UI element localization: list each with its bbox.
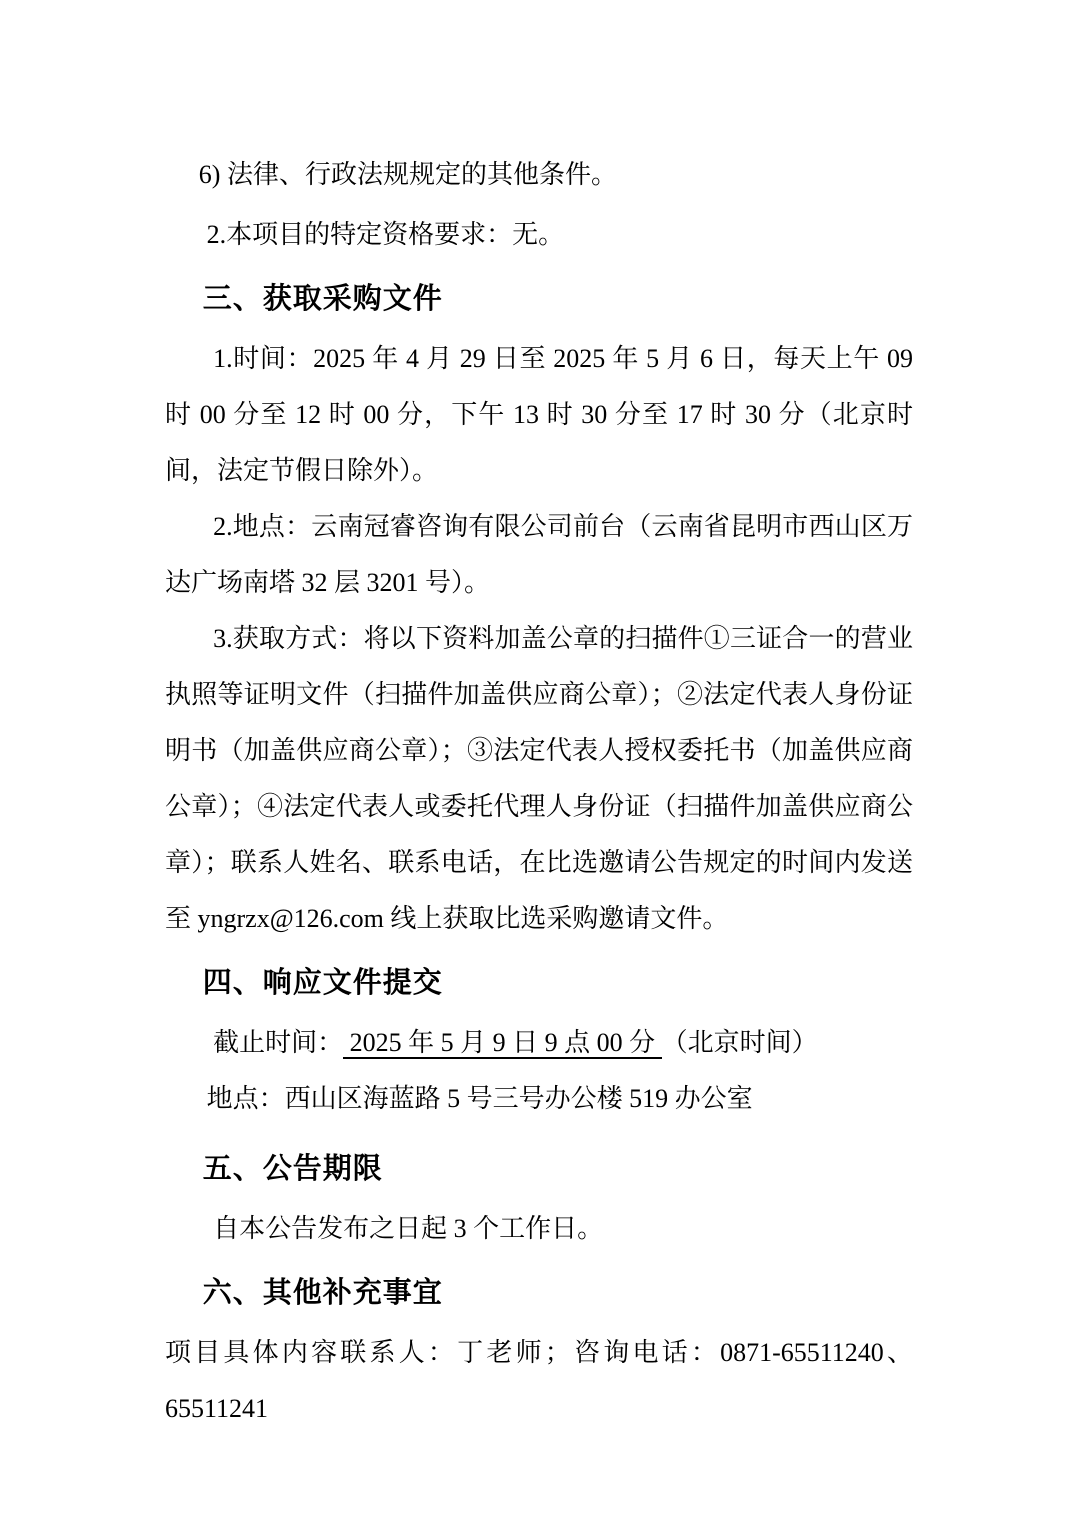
para-obtain-method: 3.获取方式：将以下资料加盖公章的扫描件①三证合一的营业执照等证明文件（扫描件加盖供应商公章）；②法定代表人身份证明书（加盖供应商公章）；③法定代表人授权委托书（加盖供应商公章）；④法定代表人或委托代理人身份证（扫描件加盖供应商公章）；联系人姓名、联系电话，在比选邀请公告规定的时间内发送至 yngrzx@126.com 线上获取比选采购邀请文件。 xyxy=(165,624,913,933)
heading-obtain-procurement-documents: 三、获取采购文件 xyxy=(202,283,443,315)
heading-announcement-period: 五、公告期限 xyxy=(202,1153,383,1185)
para-contact-info: 项目具体内容联系人：丁老师；咨询电话：0871-65511240、65511241 xyxy=(165,1338,913,1423)
heading-response-document-submission: 四、响应文件提交 xyxy=(202,967,443,999)
para-obtain-location: 2.地点：云南冠睿咨询有限公司前台（云南省昆明市西山区万达广场南塔 32 层 3201 号）。 xyxy=(165,512,913,597)
para-announcement-duration: 自本公告发布之日起 3 个工作日。 xyxy=(213,1214,604,1243)
heading-other-supplementary-matters: 六、其他补充事宜 xyxy=(202,1277,443,1309)
deadline-label: 截止时间： xyxy=(213,1028,344,1057)
para-submission-deadline xyxy=(165,1015,913,1071)
clause-specific-qualification: 2.本项目的特定资格要求：无。 xyxy=(206,220,565,249)
para-submission-location: 地点：西山区海蓝路 5 号三号办公楼 519 办公室 xyxy=(206,1084,753,1113)
deadline-timezone: （北京时间） xyxy=(661,1028,818,1057)
deadline-value: 2025 年 5 月 9 日 9 点 00 分 xyxy=(343,1028,662,1057)
clause-legal-conditions: 6) 法律、行政法规规定的其他条件。 xyxy=(198,160,617,189)
para-obtain-time: 1.时间：2025 年 4 月 29 日至 2025 年 5 月 6 日，每天上午 09 时 00 分至 12 时 00 分，下午 13 时 30 分至 17 时 30 分（北京时间，法定节假日除外）。 xyxy=(165,344,913,485)
